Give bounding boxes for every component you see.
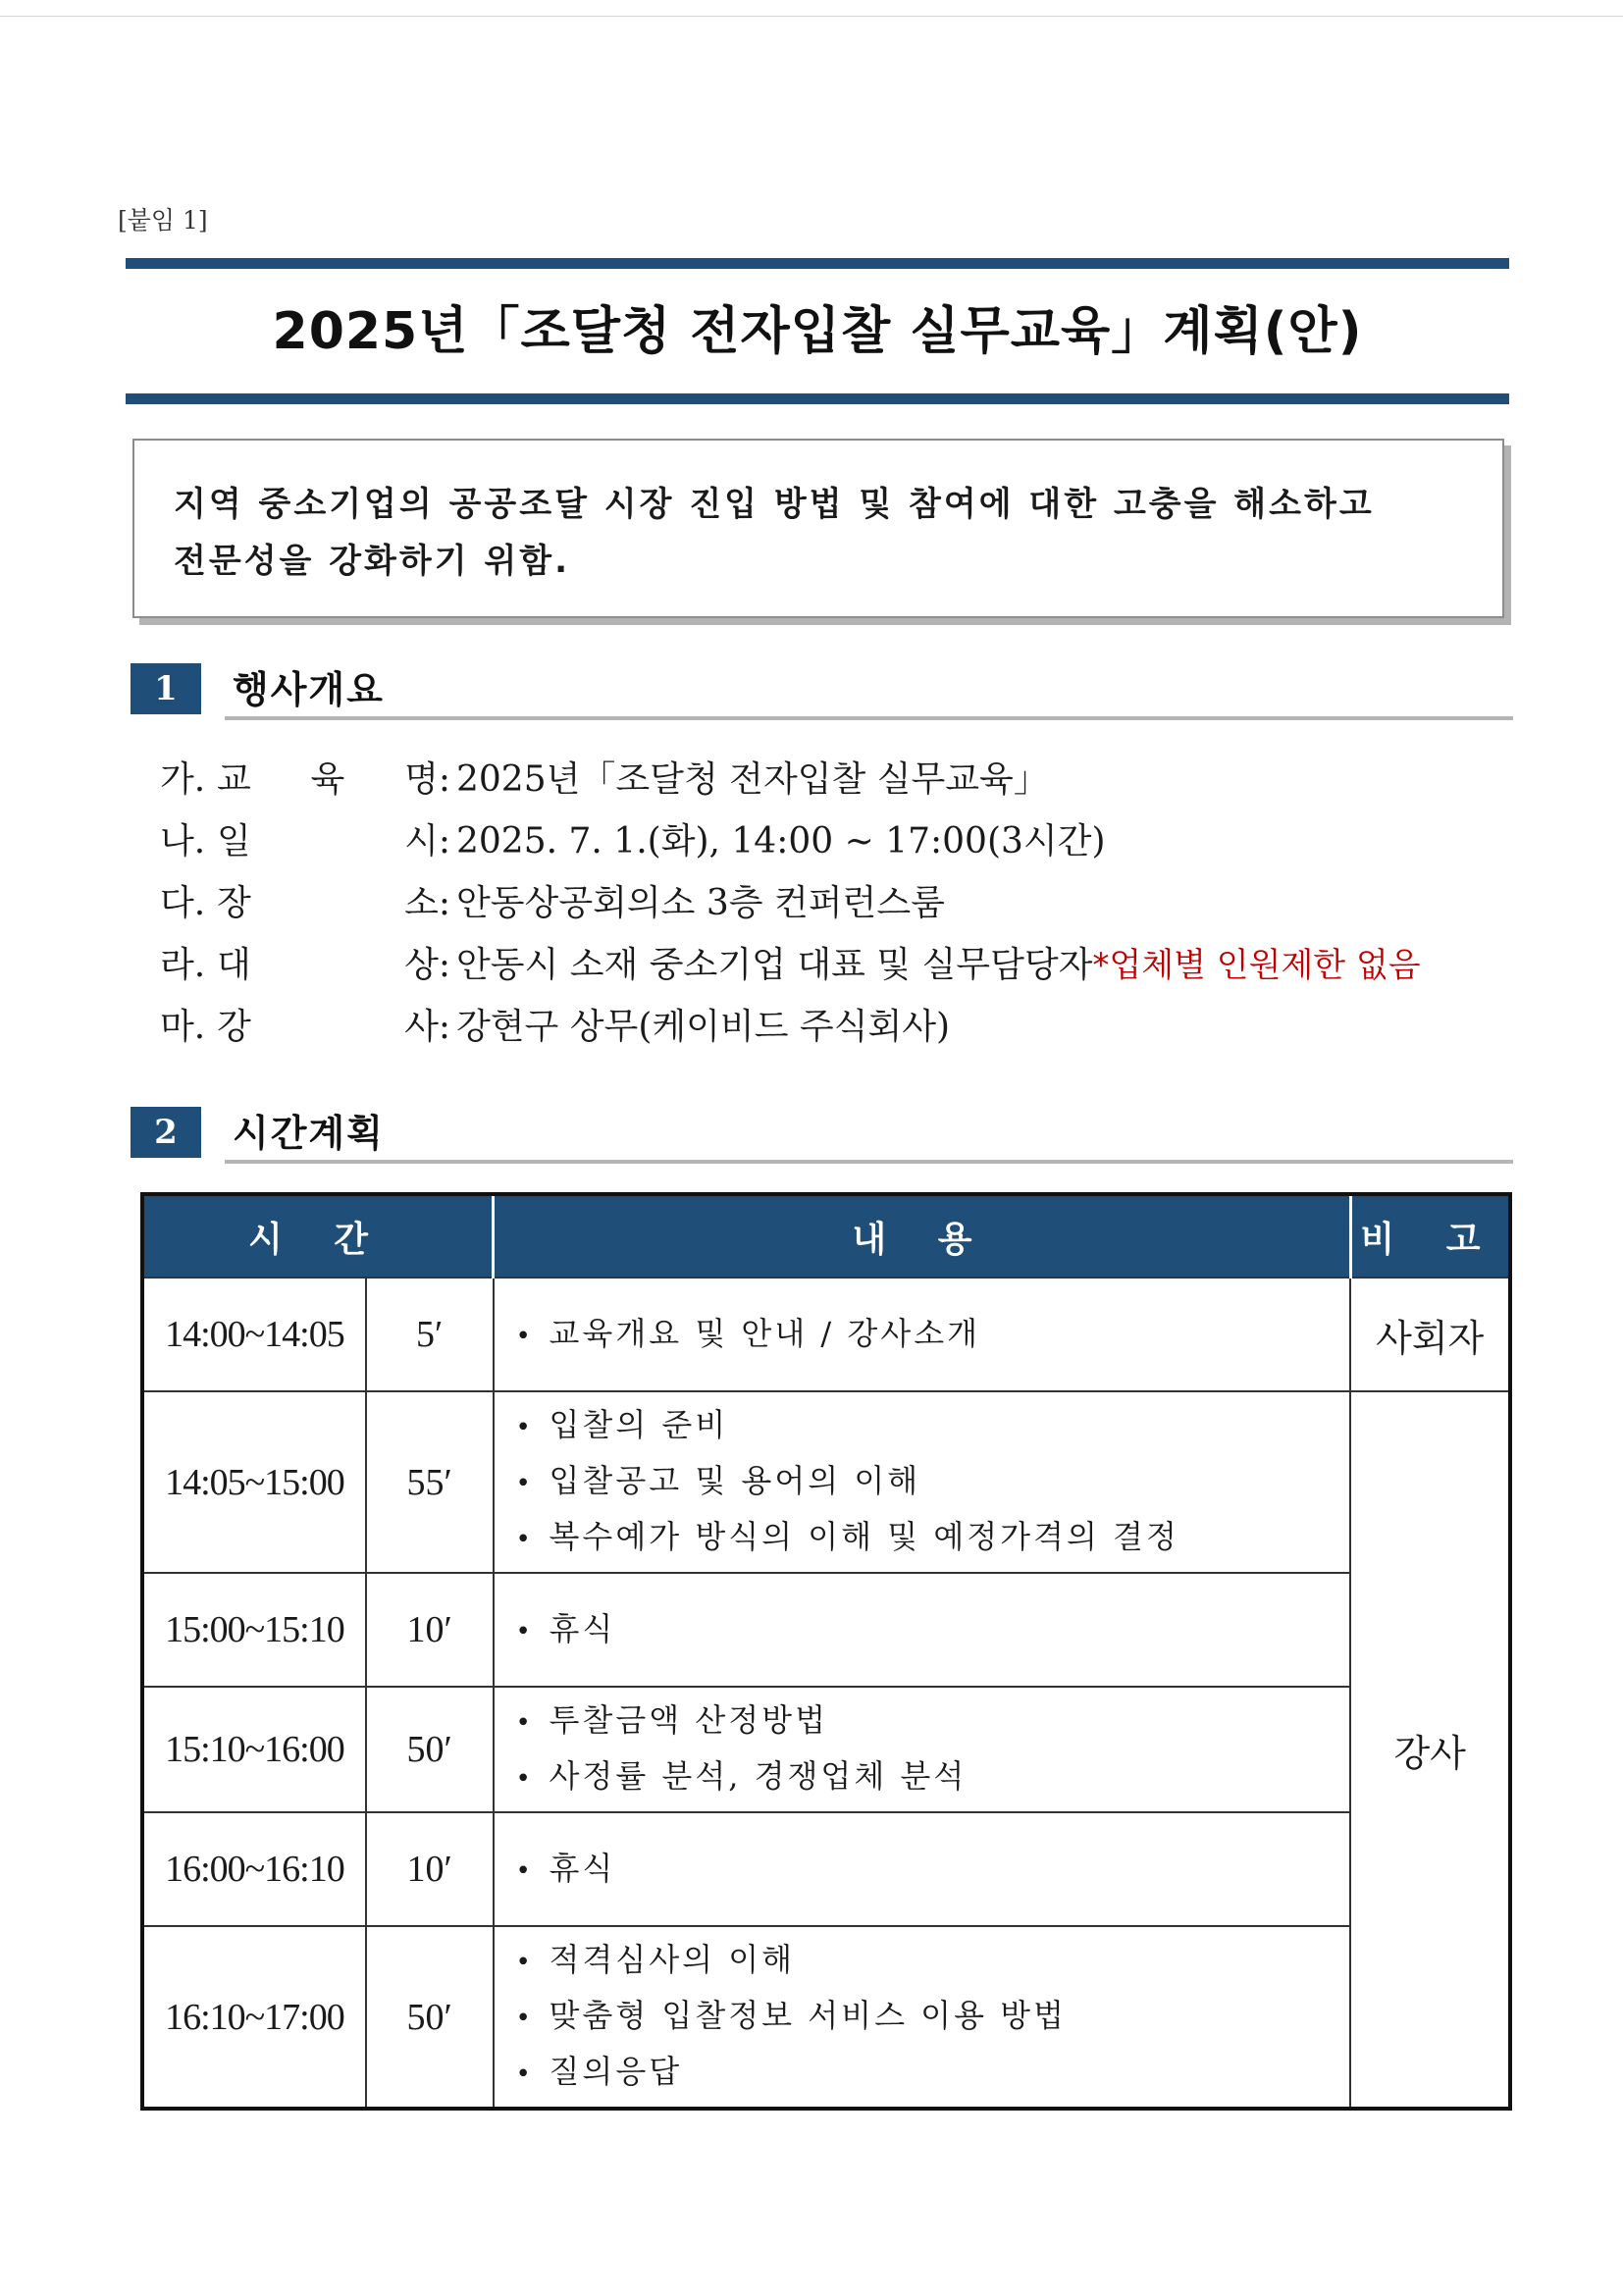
bullet-icon: • [515,1764,534,1794]
event-overview-list [160,746,1534,1055]
overview-item [160,746,1534,808]
schedule-time: 14:05~15:00 [142,1391,366,1573]
overview-colon: : [438,821,450,861]
overview-value: 2025. 7. 1.(화), 14:00 ~ 17:00(3시간) [456,821,1106,861]
overview-item [160,869,1534,931]
bullet-icon: • [515,2060,534,2089]
overview-label-end [404,937,450,987]
overview-marker: 마. [160,1007,206,1047]
schedule-duration: 10′ [366,1573,494,1687]
schedule-row [142,1391,1510,1573]
bullet-icon: • [515,1321,534,1351]
title-bottom-rule [126,393,1509,404]
schedule-content-text: 적격심사의 이해 [549,1941,796,1978]
page-title: 2025년「조달청 전자입찰 실무교육」계획(안) [272,302,1363,361]
overview-colon: : [438,883,450,923]
overview-label [217,937,456,987]
overview-label-char: 일 [217,821,251,861]
schedule-content-item [516,1694,1350,1749]
schedule-content [494,1926,1351,2109]
schedule-row [142,1926,1510,2109]
overview-label-end [404,813,450,863]
schedule-content-item [516,1307,1350,1363]
section-2-heading [131,1099,1514,1168]
section-number: 2 [131,1107,201,1158]
overview-colon: : [438,1007,450,1047]
overview-label [217,999,456,1049]
overview-label-char: 장 [217,883,251,923]
schedule-content-item [516,2045,1350,2101]
schedule-time: 16:00~16:10 [142,1812,366,1926]
schedule-row [142,1687,1510,1812]
attachment-label: [붙임 1] [118,206,208,235]
schedule-content-text: 질의응답 [549,2053,683,2090]
overview-label-char: 교 [217,759,251,800]
schedule-duration: 55′ [366,1391,494,1573]
schedule-duration: 10′ [366,1812,494,1926]
overview-label-char: 시 [404,821,439,861]
bullet-icon: • [515,1413,534,1442]
overview-value: 안동상공회의소 3층 컨퍼런스룸 [456,883,945,923]
overview-label-char: 대 [217,945,251,985]
overview-value: 강현구 상무(케이비드 주식회사) [456,1007,951,1047]
schedule-content-text: 휴식 [549,1609,616,1647]
bullet-icon: • [515,1948,534,1977]
schedule-time: 15:00~15:10 [142,1573,366,1687]
overview-label-char: 육 [310,759,345,800]
purpose-line: 전문성을 강화하기 위함. [174,542,571,581]
overview-note: *업체별 인원제한 없음 [1092,946,1421,985]
schedule-content [494,1687,1351,1812]
header-time: 시 간 [142,1194,494,1278]
overview-label-char: 소 [404,883,439,923]
overview-colon: : [438,759,450,800]
schedule-content-item [516,1602,1350,1658]
overview-label [217,752,456,802]
schedule-duration: 50′ [366,1926,494,2109]
overview-item [160,808,1534,869]
bullet-icon: • [515,1469,534,1498]
schedule-content-item [516,1989,1350,2045]
overview-colon: : [438,945,450,985]
bullet-icon: • [515,2004,534,2033]
schedule-time: 16:10~17:00 [142,1926,366,2109]
overview-label [217,813,456,863]
schedule-duration: 50′ [366,1687,494,1812]
bullet-icon: • [515,1616,534,1646]
section-underline [225,716,1513,720]
schedule-content-text: 입찰의 준비 [549,1406,729,1443]
overview-value: 2025년「조달청 전자입찰 실무교육」 [456,759,1049,800]
schedule-content-item [516,1398,1350,1454]
overview-label-end [404,999,450,1049]
schedule-content-item [516,1842,1350,1898]
bullet-icon: • [515,1708,534,1738]
overview-marker: 라. [160,945,206,985]
section-title: 행사개요 [233,668,385,711]
schedule-content-text: 휴식 [549,1849,616,1887]
section-1-heading [131,655,1514,724]
schedule-duration: 5′ [366,1278,494,1391]
overview-label-end [404,752,450,802]
overview-label [217,875,456,925]
overview-label-char: 상 [404,945,439,985]
schedule-content-text: 맞춤형 입찰정보 서비스 이용 방법 [549,1997,1067,2034]
schedule-content [494,1573,1351,1687]
schedule-row [142,1812,1510,1926]
overview-marker: 가. [160,759,206,800]
purpose-box [132,439,1504,618]
overview-item [160,931,1534,993]
section-title: 시간계획 [233,1112,385,1155]
bullet-icon: • [515,1855,534,1886]
schedule-content-item [516,1510,1350,1566]
schedule-note-host: 사회자 [1350,1278,1510,1391]
overview-marker: 나. [160,821,206,861]
schedule-row [142,1278,1510,1391]
schedule-content-text: 교육개요 및 안내 / 강사소개 [549,1314,981,1352]
schedule-header-row [142,1194,1510,1278]
header-note: 비 고 [1350,1194,1510,1278]
schedule-content-text: 복수예가 방식의 이해 및 예정가격의 결정 [549,1518,1179,1555]
schedule-note-instructor: 강사 [1350,1391,1510,2109]
overview-value: 안동시 소재 중소기업 대표 및 실무담당자 [456,945,1093,985]
section-number: 1 [131,663,201,714]
overview-label-char: 강 [217,1007,251,1047]
schedule-content [494,1278,1351,1391]
schedule-content [494,1391,1351,1573]
schedule-content-item [516,1749,1350,1805]
overview-label-char: 사 [404,1007,439,1047]
schedule-content-item [516,1454,1350,1510]
schedule-content-item [516,1933,1350,1989]
schedule-content-text: 투찰금액 산정방법 [549,1701,828,1739]
bullet-icon: • [515,1525,534,1554]
schedule-table [140,1192,1512,2111]
section-underline [225,1160,1513,1164]
overview-item [160,993,1534,1055]
scan-edge-line [0,16,1623,17]
schedule-content-text: 입찰공고 및 용어의 이해 [549,1462,921,1499]
title-top-rule [126,258,1509,269]
overview-label-char: 명 [404,759,439,800]
schedule-time: 14:00~14:05 [142,1278,366,1391]
overview-marker: 다. [160,883,206,923]
purpose-line: 지역 중소기업의 공공조달 시장 진입 방법 및 참여에 대한 고충을 해소하고 [174,485,1375,524]
schedule-row [142,1573,1510,1687]
schedule-time: 15:10~16:00 [142,1687,366,1812]
schedule-content-text: 사정률 분석, 경쟁업체 분석 [549,1757,968,1795]
header-content: 내 용 [494,1194,1351,1278]
schedule-content [494,1812,1351,1926]
overview-label-end [404,875,450,925]
